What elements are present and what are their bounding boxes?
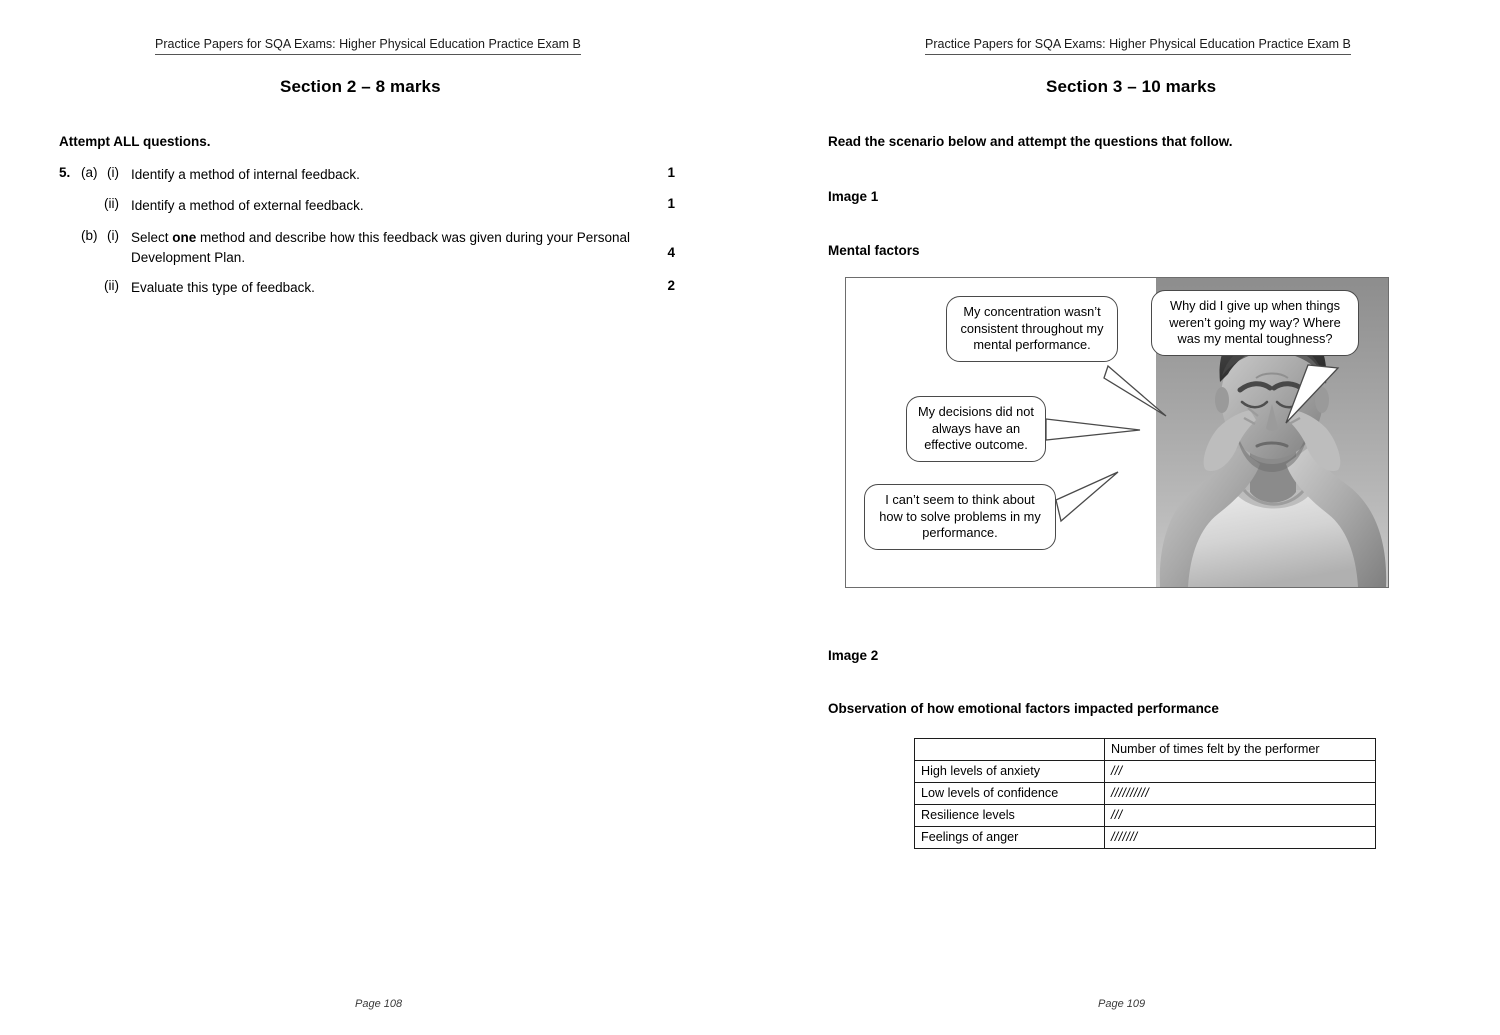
question-number: 5.: [59, 165, 71, 180]
table-cell-factor: Feelings of anger: [915, 827, 1105, 849]
left-page-number: Page 108: [355, 998, 403, 1010]
speech-bubble-3: My decisions did not always have an effective outcome.: [906, 396, 1046, 462]
table-row: [915, 805, 1376, 827]
part-a-ii-roman: (ii): [104, 196, 119, 211]
part-b-i-roman: (i): [107, 228, 119, 243]
speech-bubble-2: Why did I give up when things weren’t going my way? Where was my mental toughness?: [1151, 290, 1359, 356]
part-b-i-text-pre: Select: [131, 230, 173, 245]
table-header-blank: [915, 739, 1105, 761]
part-b-i-text-post: method and describe how this feedback was given during your Personal Development Plan.: [131, 230, 631, 265]
table-header-count: Number of times felt by the performer: [1105, 739, 1376, 761]
table-cell-tally: ///: [1105, 805, 1376, 827]
table-row: [915, 783, 1376, 805]
scenario-instruction: Read the scenario below and attempt the questions that follow.: [828, 134, 1233, 149]
table-row: [915, 761, 1376, 783]
speech-bubble-4: I can’t seem to think about how to solve problems in my performance.: [864, 484, 1056, 550]
part-a-label: (a): [81, 165, 98, 180]
image1-label: Image 1: [828, 189, 879, 204]
table-cell-factor: High levels of anxiety: [915, 761, 1105, 783]
table-cell-tally: ///////: [1105, 827, 1376, 849]
emotional-factors-table: [914, 738, 1376, 849]
part-a-i-marks: 1: [667, 165, 675, 180]
speech-bubble-1: My concentration wasn’t consistent throughout my mental performance.: [946, 296, 1118, 362]
table-cell-factor: Low levels of confidence: [915, 783, 1105, 805]
table-header-row: [915, 739, 1376, 761]
part-a-ii-marks: 1: [667, 196, 675, 211]
image2-caption: Observation of how emotional factors impacted performance: [828, 701, 1219, 716]
mental-factors-figure: [845, 277, 1389, 588]
part-b-ii-roman: (ii): [104, 278, 119, 293]
part-b-ii-marks: 2: [667, 278, 675, 293]
left-running-head: Practice Papers for SQA Exams: Higher Physical Education Practice Exam B: [155, 36, 581, 55]
image2-label: Image 2: [828, 648, 879, 663]
part-b-ii-text: Evaluate this type of feedback.: [131, 280, 315, 295]
left-section-title: Section 2 – 8 marks: [280, 77, 441, 96]
part-a-i-text: Identify a method of internal feedback.: [131, 167, 360, 182]
part-b-label: (b): [81, 228, 98, 243]
right-section-title: Section 3 – 10 marks: [1046, 77, 1217, 96]
part-b-i-marks: 4: [667, 245, 675, 260]
part-a-i-roman: (i): [107, 165, 119, 180]
table-cell-factor: Resilience levels: [915, 805, 1105, 827]
part-b-i-text-emphasis: one: [172, 230, 197, 245]
attempt-all-instruction: Attempt ALL questions.: [59, 134, 211, 149]
table-cell-tally: //////////: [1105, 783, 1376, 805]
image1-caption: Mental factors: [828, 243, 920, 258]
right-page-number: Page 109: [1098, 998, 1146, 1010]
table-cell-tally: ///: [1105, 761, 1376, 783]
part-b-i-text: [131, 228, 655, 268]
part-a-ii-text: Identify a method of external feedback.: [131, 198, 364, 213]
table-row: [915, 827, 1376, 849]
right-running-head: Practice Papers for SQA Exams: Higher Physical Education Practice Exam B: [925, 36, 1351, 55]
